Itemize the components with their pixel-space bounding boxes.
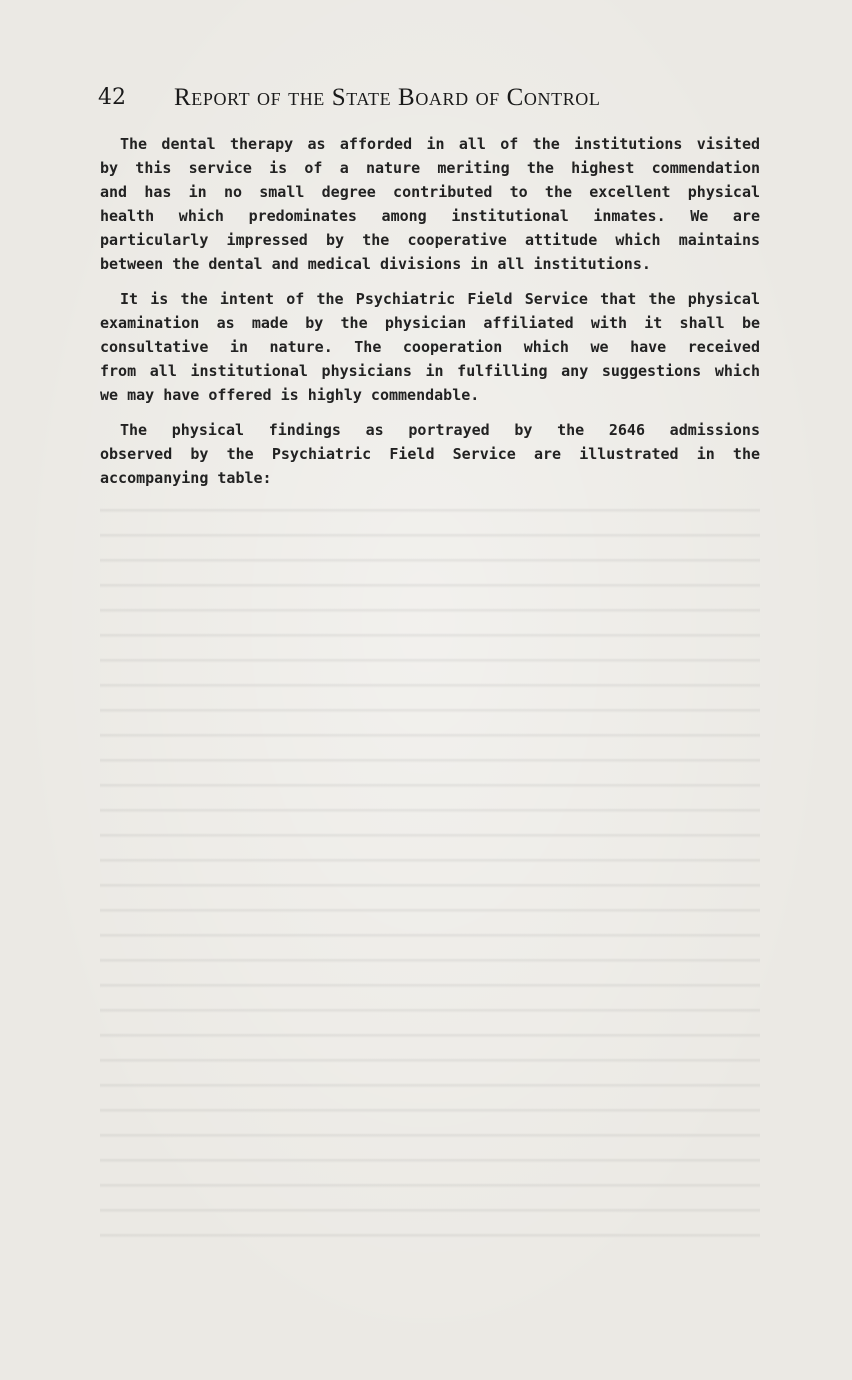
text-line: by this service is of a nature meriting the highest commendation [100, 159, 760, 177]
text-line: from all institutional physicians in fulfilling any suggestions which [100, 362, 760, 380]
text-line: The dental therapy as afforded in all of the institutions visited [120, 135, 760, 153]
text-line: The physical findings as portrayed by the 2646 admissions [120, 421, 760, 439]
text-line: particularly impressed by the cooperative attitude which maintains [100, 231, 760, 249]
show-through-texture [100, 498, 760, 1258]
running-head [98, 82, 668, 114]
text-line: health which predominates among institutional inmates. We are [100, 207, 760, 225]
body-text [100, 132, 760, 501]
text-line: we may have offered is highly commendable. [100, 386, 480, 404]
text-line: accompanying table: [100, 469, 272, 487]
text-line: consultative in nature. The cooperation which we have received [100, 338, 760, 356]
page-number: 42 [98, 85, 126, 110]
running-head-title: Report of the State Board of Control [174, 84, 601, 111]
text-line: observed by the Psychiatric Field Service are illustrated in the [100, 445, 760, 463]
paragraph-dental-therapy [100, 132, 760, 276]
text-line: It is the intent of the Psychiatric Field Service that the physical [120, 290, 760, 308]
text-line: between the dental and medical divisions in all institutions. [100, 255, 651, 273]
text-line: examination as made by the physician affiliated with it shall be [100, 314, 760, 332]
paragraph-physical-findings [100, 418, 760, 490]
text-line: and has in no small degree contributed to the excellent physical [100, 183, 760, 201]
paragraph-physical-examination [100, 287, 760, 407]
